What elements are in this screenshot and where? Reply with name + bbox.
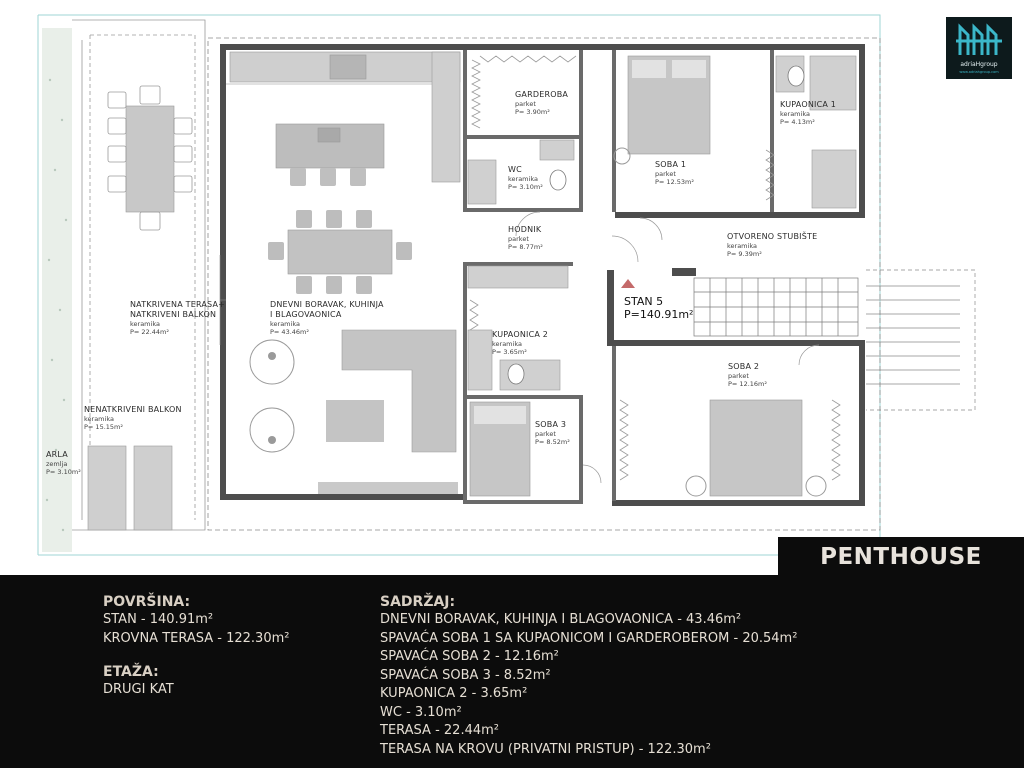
sadrzaj-line: SPAVAĆA SOBA 2 - 12.16m² (380, 649, 559, 664)
sadrzaj-line: SPAVAĆA SOBA 3 - 8.52m² (380, 667, 551, 683)
room-name: KUPAONICA 2 (492, 330, 549, 339)
povrsina-line: KROVNA TERASA - 122.30m² (103, 630, 290, 646)
room-material: parket (655, 170, 676, 178)
room-area: P= 15.15m² (84, 423, 123, 432)
room-material: keramika (84, 415, 114, 423)
room-label-kupaonica2 (492, 330, 548, 356)
room-material: parket (515, 100, 536, 108)
room-label-wc (508, 165, 543, 191)
povrsina-heading: POVRŠINA: (103, 594, 191, 610)
room-label-soba3 (535, 420, 570, 446)
room-label-kupaonica1 (780, 100, 836, 126)
room-label-soba1 (655, 160, 694, 186)
room-area: P= 12.16m² (728, 380, 767, 389)
room-area: P= 8.77m² (508, 243, 543, 252)
sadrzaj-line: KUPAONICA 2 - 3.65m² (380, 686, 528, 701)
stair-landing-block (672, 268, 696, 276)
room-name: DNEVNI BORAVAK, KUHINJA I BLAGOVAONICA (270, 300, 384, 319)
room-label-soba2 (728, 362, 767, 388)
sadrzaj-line: TERASA NA KROVU (PRIVATNI PRISTUP) - 122.30m² (380, 741, 711, 757)
coffee-table (326, 400, 384, 442)
stan-number: STAN 5 (624, 295, 664, 308)
room-label-boravak (270, 300, 385, 336)
room-area: P= 3.65m² (492, 348, 527, 357)
penthouse-title: PENTHOUSE (778, 537, 1024, 577)
room-material: parket (535, 430, 556, 438)
sadrzaj-line: TERASA - 22.44m² (380, 723, 499, 738)
room-material: keramika (130, 320, 160, 328)
room-material: keramika (492, 340, 522, 348)
room-area: P= 22.44m² (130, 328, 169, 337)
stan-area: P=140.91m² (624, 307, 694, 321)
room-name: NENATKRIVENI BALKON (84, 405, 182, 414)
room-name: SOBA 1 (655, 160, 687, 169)
outdoor-table (126, 106, 174, 212)
room-name: HODNIK (508, 225, 542, 234)
sadrzaj-line: WC - 3.10m² (380, 704, 462, 720)
stan-label (624, 296, 693, 321)
room-name: KUPAONICA 1 (780, 100, 837, 109)
island-stools (290, 168, 366, 186)
room-material: parket (508, 235, 529, 243)
room-area: P= 8.52m² (535, 438, 570, 447)
sun-loungers (88, 446, 172, 530)
room-area: P= 4.13m² (780, 118, 815, 127)
room-area: P= 3.90m² (515, 108, 550, 117)
dining-table (288, 230, 392, 274)
sadrzaj-line: SPAVAĆA SOBA 1 SA KUPAONICOM I GARDEROBEROM - 20.54m² (380, 630, 798, 646)
room-area: P= 9.39m² (727, 250, 762, 259)
room-name: SOBA 3 (535, 420, 567, 429)
sadrzaj-heading: SADRŽAJ: (380, 594, 456, 610)
povrsina-line: STAN - 140.91m² (103, 612, 214, 627)
room-material: parket (728, 372, 749, 380)
stairs (694, 278, 858, 336)
room-label-stubiste (727, 232, 817, 258)
area-column (103, 593, 289, 700)
room-name: NATKRIVENA TERASA+ NATKRIVENI BALKON (130, 300, 226, 319)
room-name: GARDEROBA (515, 90, 569, 99)
stan-marker (621, 279, 635, 288)
room-material: keramika (727, 242, 757, 250)
etaza-heading: ETAŽA: (103, 664, 159, 680)
room-area: P= 12.53m² (655, 178, 694, 187)
room-area: P= 3.10m² (46, 468, 81, 477)
logo-name: adriaHgroup (960, 61, 998, 68)
room-name: SOBA 2 (728, 362, 760, 371)
room-label-arla (46, 450, 81, 476)
room-name: ARLA (46, 450, 68, 459)
room-area: P= 3.10m² (508, 183, 543, 192)
etaza-line: DRUGI KAT (103, 682, 174, 697)
room-material: keramika (508, 175, 538, 183)
logo-tagline: www.adriahgroup.com (959, 70, 999, 74)
room-material: zemlja (46, 460, 68, 468)
room-name: WC (508, 165, 522, 174)
room-label-balkon (84, 405, 182, 431)
room-label-terasa (130, 300, 226, 336)
sadrzaj-line: DNEVNI BORAVAK, KUHINJA I BLAGOVAONICA - 43.46m² (380, 612, 742, 627)
tv-unit (318, 482, 458, 494)
room-area: P= 43.46m² (270, 328, 309, 337)
room-label-garderoba (515, 90, 568, 116)
room-material: keramika (780, 110, 810, 118)
logo-icon (946, 17, 1012, 61)
room-name: OTVORENO STUBIŠTE (727, 232, 818, 241)
company-logo (946, 17, 1012, 79)
room-label-hodnik (508, 225, 543, 251)
content-column (380, 593, 797, 759)
room-material: keramika (270, 320, 300, 328)
kitchen-island (276, 124, 384, 168)
exterior-ramp (866, 270, 975, 410)
